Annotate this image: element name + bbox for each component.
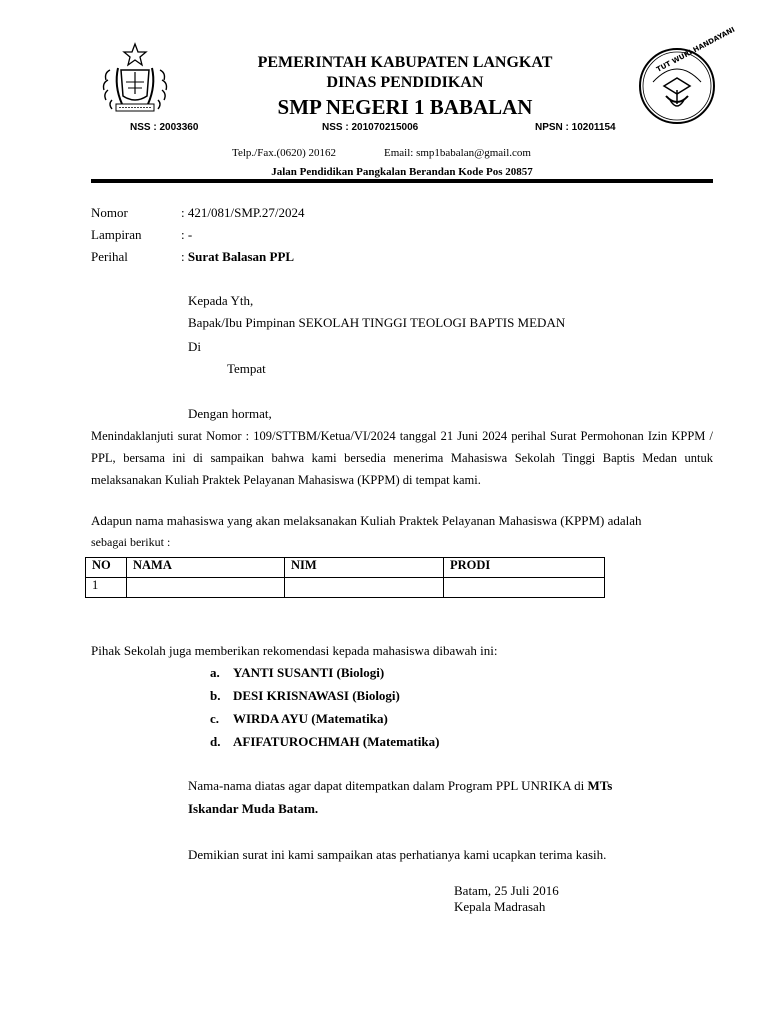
col-no: NO: [86, 558, 127, 578]
logo-motto-text: TUT WURI HANDAYANI: [655, 25, 737, 74]
placement-school-b: Iskandar Muda Batam.: [188, 801, 319, 816]
perihal-colon: :: [181, 249, 188, 264]
cell-prodi: [444, 578, 605, 598]
recipient-name: Bapak/Ibu Pimpinan SEKOLAH TINGGI TEOLOGI BAPTIS MEDAN: [188, 315, 566, 330]
nss-number-2: NSS : 201070215006: [322, 122, 419, 133]
list-marker: b.: [210, 688, 221, 703]
phone-fax: Telp./Fax.(0620) 20162: [232, 147, 337, 159]
place-date: Batam, 25 Juli 2016: [454, 883, 559, 898]
header-divider: [91, 179, 713, 183]
school-name: SMP NEGERI 1 BABALAN: [277, 95, 533, 119]
perihal-line: [181, 249, 294, 265]
table-row: [86, 578, 605, 598]
nomor-label: Nomor: [91, 205, 128, 220]
recipient-di: Di: [188, 339, 201, 354]
cell-no: 1: [86, 578, 127, 598]
list-item: DESI KRISNAWASI (Biologi): [233, 688, 400, 703]
recipient-greeting: Kepada Yth,: [188, 293, 254, 308]
placement-school-a: MTs: [587, 778, 613, 793]
regency-emblem-logo: [88, 42, 188, 122]
placement-text: Nama-nama diatas agar dapat ditempatkan dalam Program PPL UNRIKA di: [188, 778, 588, 793]
perihal-label: Perihal: [91, 249, 128, 264]
col-nama: NAMA: [127, 558, 285, 578]
list-marker: d.: [210, 734, 221, 749]
tut-wuri-handayani-logo: [636, 25, 737, 126]
lampiran-label: Lampiran: [91, 227, 142, 242]
signer-title: Kepala Madrasah: [454, 899, 546, 914]
placement-line-1: [188, 778, 612, 794]
npsn-number: NPSN : 10201154: [535, 122, 616, 133]
email: Email: smp1babalan@gmail.com: [384, 147, 531, 159]
salutation: Dengan hormat,: [188, 406, 272, 421]
list-item: WIRDA AYU (Matematika): [233, 711, 388, 726]
nomor-value: : 421/081/SMP.27/2024: [181, 205, 305, 220]
list-item: AFIFATUROCHMAH (Matematika): [233, 734, 440, 749]
nss-number: NSS : 2003360: [130, 122, 199, 133]
recipient-place: Tempat: [227, 361, 266, 376]
col-nim: NIM: [285, 558, 444, 578]
list-marker: a.: [210, 665, 220, 680]
lampiran-value: : -: [181, 227, 193, 242]
col-prodi: PRODI: [444, 558, 605, 578]
cell-nama: [127, 578, 285, 598]
body-paragraph-2b: sebagai berikut :: [91, 535, 171, 549]
closing-text: Demikian surat ini kami sampaikan atas perhatianya kami ucapkan terima kasih.: [188, 847, 607, 862]
cell-nim: [285, 578, 444, 598]
student-table: [85, 557, 605, 598]
list-marker: c.: [210, 711, 220, 726]
table-header-row: [86, 558, 605, 578]
letterhead-line2: DINAS PENDIDIKAN: [326, 74, 484, 91]
school-address: Jalan Pendidikan Pangkalan Berandan Kode Pos 20857: [271, 166, 533, 178]
recommendation-intro: Pihak Sekolah juga memberikan rekomendasi kepada mahasiswa dibawah ini:: [91, 643, 498, 658]
perihal-value: Surat Balasan PPL: [187, 249, 295, 264]
letterhead-line1: PEMERINTAH KABUPATEN LANGKAT: [257, 54, 553, 71]
list-item: YANTI SUSANTI (Biologi): [233, 665, 385, 680]
body-paragraph-1: Menindaklanjuti surat Nomor : 109/STTBM/Ketua/VI/2024 tanggal 21 Juni 2024 perihal Surat Permohonan Izin KPPM / PPL, bersama ini di sampaikan bahwa kami bersedia menerima Mahasiswa Sekolah Tinggi Baptis Medan untuk melaksanakan Kuliah Praktek Pelayanan Mahasiswa (KPPM) di tempat kami.: [91, 429, 713, 487]
body-paragraph-2a: Adapun nama mahasiswa yang akan melaksanakan Kuliah Praktek Pelayanan Mahasiswa (KPPM) adalah: [91, 513, 642, 528]
